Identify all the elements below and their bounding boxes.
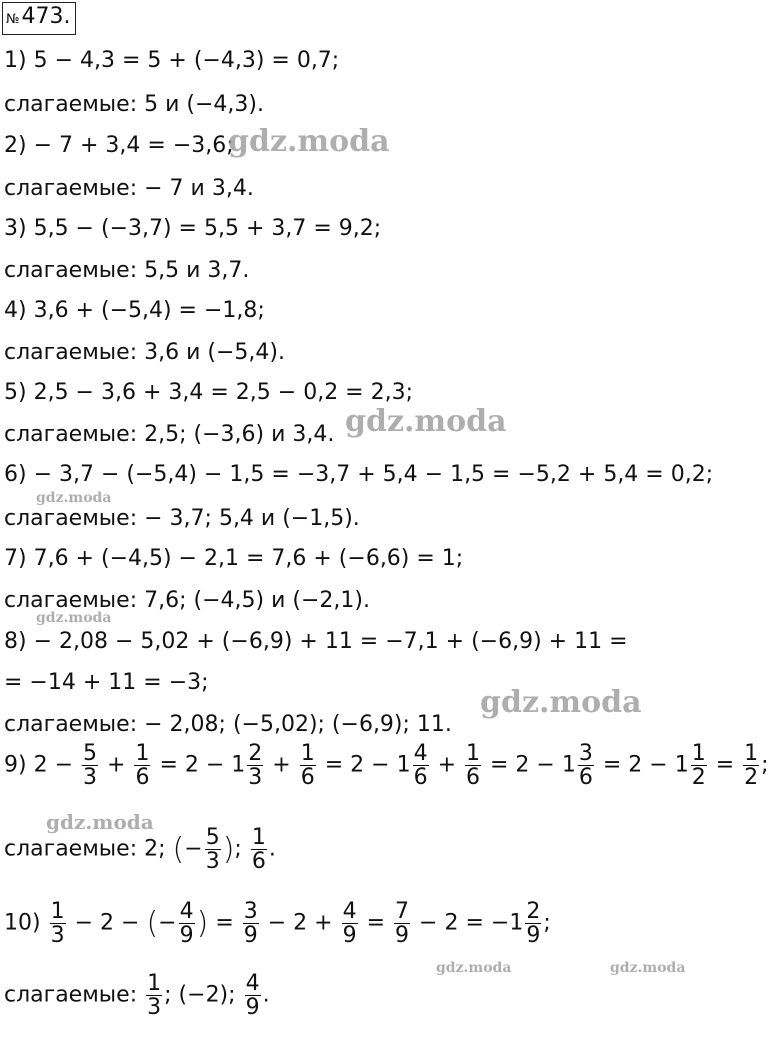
watermark: gdz.moda (36, 490, 112, 506)
fraction: $\frac{2}{3}$ (248, 741, 263, 791)
fraction: $\frac{1}{6}$ (135, 741, 150, 791)
operator: = 2 − 1 (324, 752, 411, 778)
operator: − 2 + (267, 910, 333, 936)
addends-line-2: слагаемые: − 7 и 3,4. (4, 176, 254, 201)
paren-open: ( (146, 906, 159, 942)
paren-close: ) (196, 906, 209, 942)
fraction: $\frac{1}{6}$ (466, 741, 480, 791)
operator: + (272, 752, 291, 778)
minus-sign: − (158, 910, 177, 936)
eq10-lead: 10) (4, 910, 41, 936)
addends-label: слагаемые: (4, 982, 138, 1008)
operator: = 2 − 1 (602, 752, 689, 778)
operator: + (437, 752, 456, 778)
addends-line-5: слагаемые: 2,5; (−3,6) и 3,4. (4, 422, 335, 447)
addends-line-6: слагаемые: − 3,7; 5,4 и (−1,5). (4, 506, 360, 531)
addends-line-7: слагаемые: 7,6; (−4,5) и (−2,1). (4, 588, 370, 613)
fraction: $\frac{3}{6}$ (578, 741, 593, 791)
fraction: $\frac{7}{9}$ (395, 899, 410, 949)
solution-line-8b: = −14 + 11 = −3; (4, 670, 209, 695)
solution-line-5: 5) 2,5 − 3,6 + 3,4 = 2,5 − 0,2 = 2,3; (4, 380, 414, 405)
solution-line-6: 6) − 3,7 − (−5,4) − 1,5 = −3,7 + 5,4 − 1,5 = −5,2 + 5,4 = 0,2; (4, 462, 714, 487)
operator: − 2 − (74, 910, 140, 936)
addends-line-3: слагаемые: 5,5 и 3,7. (4, 258, 250, 283)
solution-line-9 (4, 742, 769, 789)
paren-close: ) (222, 832, 235, 868)
solution-line-7: 7) 7,6 + (−4,5) − 2,1 = 7,6 + (−6,6) = 1; (4, 546, 464, 571)
eq9-tail: ; (761, 752, 769, 778)
fraction: $\frac{4}{9}$ (245, 971, 260, 1021)
fraction: $\frac{1}{2}$ (744, 741, 759, 791)
operator: + (107, 752, 126, 778)
eq10-tail: ; (543, 910, 551, 936)
addends-line-4: слагаемые: 3,6 и (−5,4). (4, 340, 285, 365)
fraction: $\frac{4}{9}$ (342, 899, 357, 949)
fraction: $\frac{4}{6}$ (413, 741, 428, 791)
fraction: $\frac{1}{6}$ (300, 741, 315, 791)
solution-line-10 (4, 900, 551, 947)
fraction: $\frac{1}{3}$ (147, 971, 162, 1021)
watermark: gdz.moda (228, 124, 390, 159)
exercise-number (2, 2, 76, 35)
operator: = 2 − 1 (490, 752, 576, 778)
watermark: gdz.moda (436, 960, 512, 976)
fraction: $\frac{4}{9}$ (179, 899, 194, 949)
exercise-number-value: 473. (21, 4, 71, 29)
fraction: $\frac{1}{2}$ (691, 741, 706, 791)
separator: ; (234, 836, 242, 862)
eq9-lead: 9) 2 − (4, 752, 73, 778)
solution-line-1: 1) 5 − 4,3 = 5 + (−4,3) = 0,7; (4, 48, 340, 73)
period: . (262, 982, 270, 1008)
watermark: gdz.moda (480, 685, 642, 720)
fraction: $\frac{2}{9}$ (526, 899, 541, 949)
solution-line-3: 3) 5,5 − (−3,7) = 5,5 + 3,7 = 9,2; (4, 216, 382, 241)
separator: ; (−2); (164, 982, 236, 1008)
paren-open: ( (172, 832, 185, 868)
solution-line-8a: 8) − 2,08 − 5,02 + (−6,9) + 11 = −7,1 + (−6,9) + 11 = (4, 629, 628, 654)
number-sign: № (6, 12, 20, 27)
operator: = (715, 752, 735, 778)
watermark: gdz.moda (36, 610, 112, 626)
solution-line-2: 2) − 7 + 3,4 = −3,6; (4, 133, 234, 158)
operator: = (366, 910, 386, 936)
fraction: $\frac{1}{6}$ (251, 825, 266, 875)
operator: = 2 − 1 (159, 752, 246, 778)
fraction: $\frac{5}{3}$ (83, 741, 97, 791)
addends-label: слагаемые: 2; (4, 836, 166, 862)
watermark: gdz.moda (46, 810, 154, 834)
period: . (268, 836, 276, 862)
addends-line-1: слагаемые: 5 и (−4,3). (4, 92, 264, 117)
addends-line-8: слагаемые: − 2,08; (−5,02); (−6,9); 11. (4, 712, 452, 737)
operator: − 2 = −1 (419, 910, 524, 936)
watermark: gdz.moda (610, 960, 686, 976)
watermark: gdz.moda (345, 404, 507, 439)
operator: = (215, 910, 234, 936)
fraction: $\frac{5}{3}$ (205, 825, 220, 875)
solution-line-4: 4) 3,6 + (−5,4) = −1,8; (4, 298, 265, 323)
fraction: $\frac{1}{3}$ (50, 899, 65, 949)
addends-line-10 (4, 972, 270, 1019)
fraction: $\frac{3}{9}$ (243, 899, 258, 949)
minus-sign: − (184, 836, 203, 862)
